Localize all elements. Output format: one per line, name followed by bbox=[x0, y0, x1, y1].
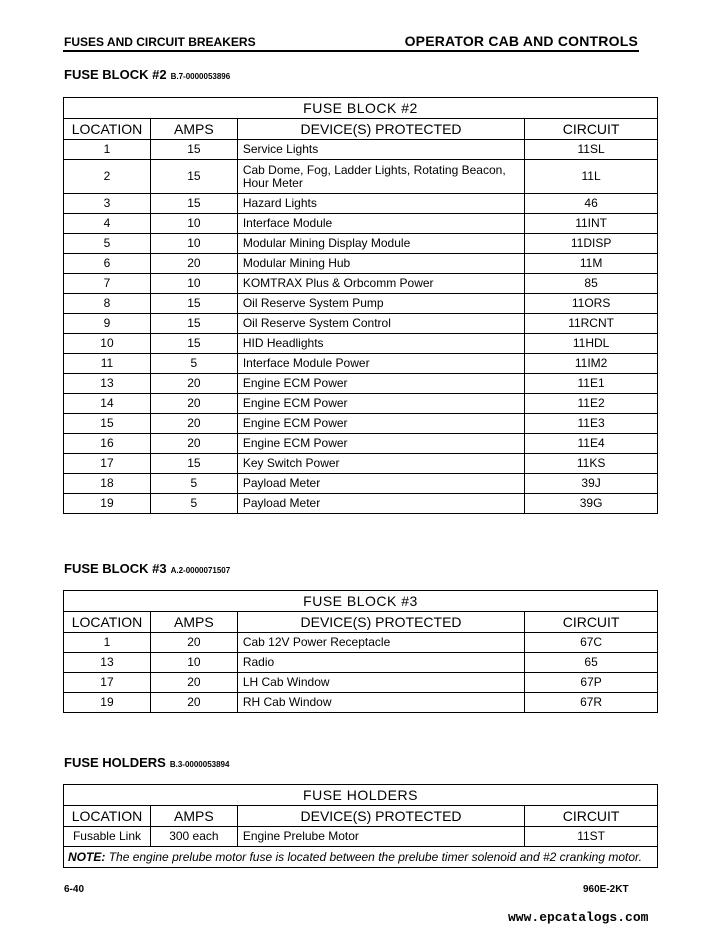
cell-device: LH Cab Window bbox=[237, 673, 524, 693]
table-row bbox=[64, 434, 658, 454]
cell-amps: 15 bbox=[150, 140, 237, 160]
column-header-circuit: CIRCUIT bbox=[525, 119, 658, 140]
cell-location: 1 bbox=[64, 633, 151, 653]
column-header-devices: DEVICE(S) PROTECTED bbox=[237, 119, 524, 140]
column-header-circuit: CIRCUIT bbox=[525, 806, 658, 827]
note-label: NOTE: bbox=[68, 849, 106, 864]
cell-device: Engine ECM Power bbox=[237, 434, 524, 454]
cell-amps: 20 bbox=[150, 374, 237, 394]
cell-device: Interface Module Power bbox=[237, 354, 524, 374]
cell-circuit: 11HDL bbox=[525, 334, 658, 354]
table-row bbox=[64, 274, 658, 294]
table-row bbox=[64, 827, 658, 847]
table-row bbox=[64, 234, 658, 254]
cell-circuit: 67R bbox=[525, 693, 658, 713]
cell-amps: 10 bbox=[150, 653, 237, 673]
cell-device: Engine Prelube Motor bbox=[237, 827, 524, 847]
model-number: 960E-2KT bbox=[583, 884, 629, 895]
cell-circuit: 11E4 bbox=[525, 434, 658, 454]
cell-location: 2 bbox=[64, 160, 151, 194]
cell-amps: 20 bbox=[150, 394, 237, 414]
table-row bbox=[64, 194, 658, 214]
fuse-holders-ref: B.3-0000053894 bbox=[169, 760, 230, 769]
cell-device: Radio bbox=[237, 653, 524, 673]
table-row bbox=[64, 140, 658, 160]
cell-location: 9 bbox=[64, 314, 151, 334]
cell-circuit: 11E1 bbox=[525, 374, 658, 394]
column-header-amps: AMPS bbox=[150, 612, 237, 633]
cell-location: 1 bbox=[64, 140, 151, 160]
cell-location: 3 bbox=[64, 194, 151, 214]
cell-device: Cab 12V Power Receptacle bbox=[237, 633, 524, 653]
cell-device: Modular Mining Hub bbox=[237, 254, 524, 274]
cell-device: Oil Reserve System Pump bbox=[237, 294, 524, 314]
table-row bbox=[64, 314, 658, 334]
cell-location: 8 bbox=[64, 294, 151, 314]
cell-amps: 5 bbox=[150, 354, 237, 374]
page-number: 6-40 bbox=[64, 884, 85, 895]
cell-device: Engine ECM Power bbox=[237, 374, 524, 394]
table-row bbox=[64, 354, 658, 374]
cell-circuit: 39J bbox=[525, 474, 658, 494]
cell-location: 19 bbox=[64, 494, 151, 514]
cell-device: RH Cab Window bbox=[237, 693, 524, 713]
cell-amps: 15 bbox=[150, 454, 237, 474]
cell-amps: 15 bbox=[150, 334, 237, 354]
cell-device: Engine ECM Power bbox=[237, 394, 524, 414]
cell-circuit: 11ORS bbox=[525, 294, 658, 314]
cell-amps: 15 bbox=[150, 314, 237, 334]
cell-location: 13 bbox=[64, 374, 151, 394]
cell-circuit: 11E3 bbox=[525, 414, 658, 434]
table-row bbox=[64, 254, 658, 274]
cell-device: Payload Meter bbox=[237, 494, 524, 514]
cell-amps: 10 bbox=[150, 214, 237, 234]
watermark: www.epcatalogs.com bbox=[508, 910, 649, 925]
cell-circuit: 67P bbox=[525, 673, 658, 693]
table-caption: FUSE BLOCK #3 bbox=[64, 591, 658, 612]
cell-circuit: 39G bbox=[525, 494, 658, 514]
cell-location: Fusable Link bbox=[64, 827, 151, 847]
cell-location: 5 bbox=[64, 234, 151, 254]
table-note bbox=[64, 847, 658, 868]
table-row bbox=[64, 494, 658, 514]
cell-amps: 20 bbox=[150, 673, 237, 693]
cell-device: Key Switch Power bbox=[237, 454, 524, 474]
cell-device: Hazard Lights bbox=[237, 194, 524, 214]
cell-device: KOMTRAX Plus & Orbcomm Power bbox=[237, 274, 524, 294]
cell-amps: 20 bbox=[150, 693, 237, 713]
cell-device: Service Lights bbox=[237, 140, 524, 160]
header-divider bbox=[63, 50, 639, 52]
cell-location: 4 bbox=[64, 214, 151, 234]
cell-circuit: 11E2 bbox=[525, 394, 658, 414]
fuse-block-2-ref: B.7-0000053896 bbox=[170, 72, 231, 81]
column-header-location: LOCATION bbox=[64, 806, 151, 827]
cell-circuit: 46 bbox=[525, 194, 658, 214]
column-header-location: LOCATION bbox=[64, 119, 151, 140]
cell-circuit: 11L bbox=[525, 160, 658, 194]
cell-amps: 20 bbox=[150, 633, 237, 653]
cell-location: 15 bbox=[64, 414, 151, 434]
fuse-holders-table bbox=[63, 784, 658, 868]
cell-amps: 15 bbox=[150, 294, 237, 314]
cell-device: Interface Module bbox=[237, 214, 524, 234]
fuse-block-2-title bbox=[64, 67, 230, 82]
cell-location: 18 bbox=[64, 474, 151, 494]
cell-location: 17 bbox=[64, 454, 151, 474]
fuse-block-2-heading: FUSE BLOCK #2 bbox=[64, 67, 167, 82]
cell-circuit: 11ST bbox=[525, 827, 658, 847]
cell-circuit: 67C bbox=[525, 633, 658, 653]
cell-location: 16 bbox=[64, 434, 151, 454]
cell-device: Oil Reserve System Control bbox=[237, 314, 524, 334]
cell-circuit: 11INT bbox=[525, 214, 658, 234]
table-row bbox=[64, 294, 658, 314]
cell-amps: 5 bbox=[150, 474, 237, 494]
cell-device: Cab Dome, Fog, Ladder Lights, Rotating Beacon, Hour Meter bbox=[237, 160, 524, 194]
table-row bbox=[64, 693, 658, 713]
table-row bbox=[64, 214, 658, 234]
table-row bbox=[64, 394, 658, 414]
table-row bbox=[64, 653, 658, 673]
cell-device: Modular Mining Display Module bbox=[237, 234, 524, 254]
cell-location: 7 bbox=[64, 274, 151, 294]
cell-location: 10 bbox=[64, 334, 151, 354]
table-row bbox=[64, 633, 658, 653]
note-text: The engine prelube motor fuse is located between the prelube timer solenoid and #2 cranking motor. bbox=[108, 849, 642, 864]
column-header-circuit: CIRCUIT bbox=[525, 612, 658, 633]
cell-circuit: 11SL bbox=[525, 140, 658, 160]
column-header-devices: DEVICE(S) PROTECTED bbox=[237, 612, 524, 633]
cell-location: 13 bbox=[64, 653, 151, 673]
cell-circuit: 11KS bbox=[525, 454, 658, 474]
table-row bbox=[64, 160, 658, 194]
cell-location: 14 bbox=[64, 394, 151, 414]
cell-circuit: 11DISP bbox=[525, 234, 658, 254]
column-header-devices: DEVICE(S) PROTECTED bbox=[237, 806, 524, 827]
section-header: FUSES AND CIRCUIT BREAKERS bbox=[64, 35, 256, 49]
fuse-holders-title bbox=[64, 755, 229, 770]
fuse-block-3-ref: A.2-0000071507 bbox=[170, 566, 231, 575]
cell-circuit: 65 bbox=[525, 653, 658, 673]
cell-amps: 20 bbox=[150, 254, 237, 274]
cell-amps: 300 each bbox=[150, 827, 237, 847]
fuse-block-3-table bbox=[63, 590, 658, 713]
cell-amps: 10 bbox=[150, 274, 237, 294]
column-header-amps: AMPS bbox=[150, 806, 237, 827]
fuse-block-3-heading: FUSE BLOCK #3 bbox=[64, 561, 167, 576]
cell-amps: 20 bbox=[150, 414, 237, 434]
cell-amps: 5 bbox=[150, 494, 237, 514]
cell-device: HID Headlights bbox=[237, 334, 524, 354]
table-caption: FUSE HOLDERS bbox=[64, 785, 658, 806]
cell-amps: 20 bbox=[150, 434, 237, 454]
cell-device: Payload Meter bbox=[237, 474, 524, 494]
cell-circuit: 11M bbox=[525, 254, 658, 274]
table-row bbox=[64, 374, 658, 394]
cell-location: 19 bbox=[64, 693, 151, 713]
fuse-holders-heading: FUSE HOLDERS bbox=[64, 755, 166, 770]
cell-device: Engine ECM Power bbox=[237, 414, 524, 434]
cell-amps: 10 bbox=[150, 234, 237, 254]
table-row bbox=[64, 334, 658, 354]
cell-location: 11 bbox=[64, 354, 151, 374]
table-row bbox=[64, 673, 658, 693]
table-caption: FUSE BLOCK #2 bbox=[64, 98, 658, 119]
cell-amps: 15 bbox=[150, 160, 237, 194]
table-row bbox=[64, 454, 658, 474]
cell-circuit: 11IM2 bbox=[525, 354, 658, 374]
cell-circuit: 11RCNT bbox=[525, 314, 658, 334]
column-header-amps: AMPS bbox=[150, 119, 237, 140]
cell-location: 17 bbox=[64, 673, 151, 693]
cell-circuit: 85 bbox=[525, 274, 658, 294]
table-row bbox=[64, 474, 658, 494]
table-row bbox=[64, 414, 658, 434]
column-header-location: LOCATION bbox=[64, 612, 151, 633]
fuse-block-3-title bbox=[64, 561, 230, 576]
cell-location: 6 bbox=[64, 254, 151, 274]
chapter-header: OPERATOR CAB AND CONTROLS bbox=[404, 33, 638, 49]
fuse-block-2-table bbox=[63, 97, 658, 514]
cell-amps: 15 bbox=[150, 194, 237, 214]
